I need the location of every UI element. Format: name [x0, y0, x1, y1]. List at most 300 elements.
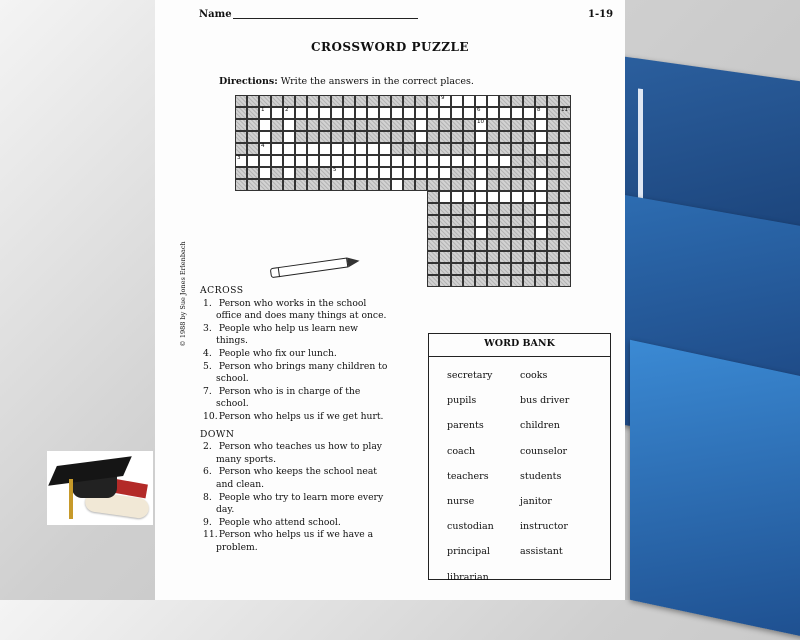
grid-cell-shaded	[511, 275, 523, 287]
grid-cell-shaded	[319, 95, 331, 107]
grid-cell-shaded	[547, 107, 559, 119]
grid-cell	[439, 95, 451, 107]
across-clues	[200, 298, 390, 424]
clue-number: 2.	[203, 441, 212, 453]
grid-cell	[307, 155, 319, 167]
clue-text: Person who brings many children to school.	[216, 360, 388, 385]
across-clue	[200, 298, 390, 323]
grid-cell-shaded	[451, 119, 463, 131]
grid-cell-shaded	[427, 251, 439, 263]
grid-cell	[355, 107, 367, 119]
grid-cell-shaded	[547, 155, 559, 167]
grid-number: 4	[261, 143, 265, 149]
grid-cell-shaded	[259, 179, 271, 191]
grid-cell	[343, 155, 355, 167]
grid-cell	[391, 155, 403, 167]
grid-cell-shaded	[523, 143, 535, 155]
grid-cell-shaded	[487, 239, 499, 251]
grid-number: 3	[237, 155, 241, 161]
grid-cell-shaded	[475, 275, 487, 287]
grid-cell-shaded	[559, 143, 571, 155]
grid-cell-shaded	[523, 227, 535, 239]
grid-cell	[307, 107, 319, 119]
grid-cell-shaded	[547, 167, 559, 179]
tassel	[69, 479, 73, 519]
grid-cell	[343, 107, 355, 119]
grid-cell-shaded	[535, 239, 547, 251]
grid-cell-shaded	[511, 239, 523, 251]
grid-cell	[403, 155, 415, 167]
grid-cell-shaded	[391, 131, 403, 143]
grid-cell-shaded	[295, 131, 307, 143]
word-bank-word: counselor	[520, 445, 568, 457]
down-clue	[200, 492, 390, 517]
grid-cell-shaded	[283, 179, 295, 191]
grid-cell-shaded	[463, 203, 475, 215]
name-line	[233, 18, 418, 19]
grid-cell-shaded	[451, 143, 463, 155]
grid-cell	[439, 107, 451, 119]
grid-cell-shaded	[499, 275, 511, 287]
grid-number: 1	[261, 107, 265, 113]
grid-cell-shaded	[271, 167, 283, 179]
grid-cell	[487, 107, 499, 119]
grid-cell	[535, 131, 547, 143]
grid-cell	[379, 107, 391, 119]
grid-cell-shaded	[439, 263, 451, 275]
grid-cell-shaded	[355, 95, 367, 107]
grid-cell-shaded	[499, 239, 511, 251]
grid-cell-shaded	[367, 131, 379, 143]
word-bank	[428, 333, 611, 583]
grid-cell-shaded	[235, 143, 247, 155]
grid-cell-shaded	[283, 95, 295, 107]
clue-number: 10.	[203, 410, 218, 422]
grid-cell-shaded	[307, 131, 319, 143]
word-bank-column-1	[447, 363, 494, 590]
grid-cell-shaded	[499, 203, 511, 215]
across-clue	[200, 386, 390, 411]
grid-cell-shaded	[427, 203, 439, 215]
grid-cell-shaded	[295, 179, 307, 191]
grid-cell-shaded	[523, 95, 535, 107]
grid-cell-shaded	[559, 95, 571, 107]
grid-cell-shaded	[499, 251, 511, 263]
grid-cell-shaded	[547, 263, 559, 275]
grid-cell-shaded	[271, 131, 283, 143]
grid-cell	[355, 167, 367, 179]
grid-cell-shaded	[511, 203, 523, 215]
grid-cell	[259, 167, 271, 179]
grid-cell	[319, 155, 331, 167]
grid-cell-shaded	[463, 179, 475, 191]
grid-cell	[535, 191, 547, 203]
page-number: 1-19	[588, 9, 614, 20]
grid-cell-shaded	[235, 95, 247, 107]
grid-cell	[499, 107, 511, 119]
down-clues	[200, 441, 390, 554]
grid-cell-shaded	[271, 179, 283, 191]
grid-cell	[331, 143, 343, 155]
grid-cell	[463, 155, 475, 167]
grid-cell-shaded	[451, 251, 463, 263]
grid-cell-shaded	[343, 119, 355, 131]
grid-cell-shaded	[487, 179, 499, 191]
grid-cell-shaded	[439, 143, 451, 155]
grid-cell-shaded	[403, 143, 415, 155]
grid-cell-shaded	[487, 251, 499, 263]
grid-cell	[415, 155, 427, 167]
grid-number: 9	[441, 95, 445, 101]
clue-text: People who try to learn more every day.	[216, 491, 384, 516]
grid-cell-shaded	[487, 167, 499, 179]
grid-cell-shaded	[523, 155, 535, 167]
grid-cell	[391, 167, 403, 179]
grid-cell-shaded	[511, 95, 523, 107]
grid-cell-shaded	[439, 239, 451, 251]
grid-cell-shaded	[343, 179, 355, 191]
grid-cell-shaded	[511, 227, 523, 239]
grid-cell	[451, 107, 463, 119]
grid-cell-shaded	[463, 275, 475, 287]
clue-number: 6.	[203, 466, 212, 478]
grid-cell-shaded	[523, 131, 535, 143]
grid-cell-shaded	[511, 179, 523, 191]
grid-cell-shaded	[499, 131, 511, 143]
grid-cell-shaded	[511, 155, 523, 167]
word-bank-word: principal	[447, 546, 490, 558]
grid-cell-shaded	[439, 227, 451, 239]
grid-cell-shaded	[499, 119, 511, 131]
grid-cell-shaded	[247, 107, 259, 119]
grid-cell-shaded	[559, 191, 571, 203]
grid-cell-shaded	[391, 119, 403, 131]
grid-cell-shaded	[523, 215, 535, 227]
across-clue	[200, 323, 390, 348]
grid-cell	[283, 155, 295, 167]
grid-cell-shaded	[427, 143, 439, 155]
grid-cell-shaded	[535, 155, 547, 167]
grid-cell-shaded	[427, 275, 439, 287]
word-bank-column-2	[520, 363, 569, 565]
grid-cell	[415, 119, 427, 131]
grid-cell-shaded	[511, 251, 523, 263]
grid-cell	[379, 155, 391, 167]
grid-cell-shaded	[367, 119, 379, 131]
grid-number: 5	[333, 167, 337, 173]
grid-cell-shaded	[535, 263, 547, 275]
grid-cell	[295, 155, 307, 167]
word-bank-word: janitor	[520, 496, 552, 508]
grid-cell	[439, 191, 451, 203]
grid-cell	[259, 107, 271, 119]
grid-cell-shaded	[523, 275, 535, 287]
grid-cell	[535, 143, 547, 155]
grid-cell-shaded	[307, 95, 319, 107]
grid-cell-shaded	[475, 239, 487, 251]
clue-number: 5.	[203, 360, 212, 372]
grid-cell-shaded	[439, 275, 451, 287]
word-bank-word: parents	[447, 420, 484, 432]
grid-cell	[535, 167, 547, 179]
grid-cell	[475, 227, 487, 239]
grid-cell	[271, 107, 283, 119]
clue-text: Person who helps us if we have a problem.	[216, 529, 374, 553]
grid-cell	[391, 179, 403, 191]
grid-cell-shaded	[247, 131, 259, 143]
grid-cell	[343, 167, 355, 179]
grid-cell	[475, 215, 487, 227]
grid-cell-shaded	[439, 215, 451, 227]
grid-cell-shaded	[463, 227, 475, 239]
grid-cell-shaded	[463, 251, 475, 263]
grid-cell-shaded	[439, 251, 451, 263]
word-bank-title: WORD BANK	[429, 334, 610, 357]
blue-books-background	[600, 60, 800, 600]
clue-text: Person who helps us if we get hurt.	[216, 410, 384, 422]
grid-cell-shaded	[259, 95, 271, 107]
grid-cell-shaded	[547, 203, 559, 215]
grid-cell-shaded	[559, 179, 571, 191]
grid-cell-shaded	[511, 131, 523, 143]
clue-text: Person who works in the school office and does many things at once.	[216, 297, 387, 322]
grid-cell-shaded	[367, 95, 379, 107]
name-label: Name	[199, 9, 232, 20]
grid-cell-shaded	[295, 119, 307, 131]
grid-cell-shaded	[547, 131, 559, 143]
grid-cell-shaded	[319, 119, 331, 131]
grid-cell-shaded	[463, 131, 475, 143]
grid-cell-shaded	[535, 95, 547, 107]
grid-cell-shaded	[271, 119, 283, 131]
grid-cell	[319, 143, 331, 155]
directions	[219, 76, 474, 87]
grid-cell	[475, 131, 487, 143]
directions-text: Write the answers in the correct places.	[277, 76, 474, 87]
down-clue	[200, 529, 390, 554]
grid-cell	[475, 155, 487, 167]
grid-cell	[535, 215, 547, 227]
grid-cell-shaded	[559, 203, 571, 215]
grid-cell	[535, 203, 547, 215]
clue-number: 7.	[203, 385, 212, 397]
grid-cell-shaded	[451, 179, 463, 191]
grid-cell-shaded	[271, 95, 283, 107]
grid-cell	[475, 95, 487, 107]
grid-cell-shaded	[487, 203, 499, 215]
grid-cell-shaded	[559, 239, 571, 251]
grid-cell-shaded	[487, 143, 499, 155]
grid-cell-shaded	[247, 167, 259, 179]
grid-cell-shaded	[463, 239, 475, 251]
clue-text: People who help us learn new things.	[216, 322, 359, 347]
grid-cell	[391, 107, 403, 119]
grid-cell-shaded	[451, 275, 463, 287]
grid-cell	[259, 143, 271, 155]
grid-cell-shaded	[547, 275, 559, 287]
clue-number: 3.	[203, 322, 212, 334]
copyright-notice: © 1988 by Sue Jones Erlenbach	[179, 241, 187, 347]
grid-cell-shaded	[235, 107, 247, 119]
grid-number: 2	[285, 107, 289, 113]
grid-cell	[331, 155, 343, 167]
across-clue	[200, 411, 390, 424]
grid-cell	[475, 107, 487, 119]
grid-cell	[271, 143, 283, 155]
grid-cell-shaded	[319, 131, 331, 143]
down-heading: DOWN	[200, 428, 235, 440]
grid-cell	[499, 155, 511, 167]
grid-cell-shaded	[559, 251, 571, 263]
grid-cell	[343, 143, 355, 155]
grid-cell-shaded	[463, 167, 475, 179]
grid-cell-shaded	[487, 227, 499, 239]
grid-cell-shaded	[451, 227, 463, 239]
grid-cell-shaded	[403, 95, 415, 107]
clue-text: Person who keeps the school neat and clean.	[216, 466, 377, 490]
grid-cell	[367, 143, 379, 155]
grid-cell	[403, 167, 415, 179]
grid-cell-shaded	[475, 263, 487, 275]
grid-cell	[331, 167, 343, 179]
grid-cell	[295, 107, 307, 119]
clue-number: 1.	[203, 297, 212, 309]
grid-cell	[535, 179, 547, 191]
grid-cell-shaded	[247, 95, 259, 107]
grid-cell-shaded	[487, 215, 499, 227]
grid-cell-shaded	[307, 179, 319, 191]
grid-cell-shaded	[343, 95, 355, 107]
grid-cell-shaded	[355, 131, 367, 143]
grid-cell	[523, 107, 535, 119]
grid-cell	[427, 167, 439, 179]
grid-cell	[247, 155, 259, 167]
grid-cell-shaded	[511, 143, 523, 155]
grid-cell-shaded	[319, 179, 331, 191]
page-title: CROSSWORD PUZZLE	[310, 40, 470, 54]
grid-cell-shaded	[487, 275, 499, 287]
down-clue	[200, 517, 390, 530]
grid-cell-shaded	[403, 119, 415, 131]
clues-section	[200, 285, 390, 554]
grid-cell-shaded	[427, 215, 439, 227]
grid-cell-shaded	[427, 263, 439, 275]
grid-cell	[259, 131, 271, 143]
grid-cell	[475, 203, 487, 215]
grid-cell-shaded	[439, 203, 451, 215]
grid-cell-shaded	[415, 179, 427, 191]
word-bank-word: nurse	[447, 496, 475, 508]
grid-cell-shaded	[331, 131, 343, 143]
grid-cell-shaded	[427, 179, 439, 191]
grid-cell-shaded	[415, 143, 427, 155]
grid-cell	[367, 167, 379, 179]
grid-cell-shaded	[499, 215, 511, 227]
word-bank-word: assistant	[520, 546, 563, 558]
grid-cell	[283, 131, 295, 143]
grid-cell	[355, 143, 367, 155]
grid-cell-shaded	[559, 263, 571, 275]
grid-cell-shaded	[403, 179, 415, 191]
graduation-cap-image	[47, 451, 153, 525]
grid-cell	[475, 179, 487, 191]
word-bank-word: custodian	[447, 521, 494, 533]
grid-cell-shaded	[451, 167, 463, 179]
grid-cell	[379, 143, 391, 155]
grid-cell-shaded	[547, 251, 559, 263]
grid-cell-shaded	[559, 275, 571, 287]
grid-cell-shaded	[559, 155, 571, 167]
grid-number: 11	[561, 107, 568, 113]
grid-cell-shaded	[559, 167, 571, 179]
word-bank-word: bus driver	[520, 395, 570, 407]
grid-cell	[415, 107, 427, 119]
grid-cell	[511, 191, 523, 203]
grid-cell-shaded	[451, 215, 463, 227]
grid-cell	[367, 155, 379, 167]
grid-cell-shaded	[247, 143, 259, 155]
grid-number: 8	[537, 107, 541, 113]
grid-cell-shaded	[355, 179, 367, 191]
grid-cell-shaded	[451, 239, 463, 251]
grid-cell-shaded	[235, 119, 247, 131]
grid-cell	[283, 119, 295, 131]
grid-cell-shaded	[511, 263, 523, 275]
grid-cell-shaded	[547, 215, 559, 227]
grid-cell	[271, 155, 283, 167]
clue-text: Person who teaches us how to play many sports.	[216, 441, 382, 465]
grid-cell-shaded	[499, 95, 511, 107]
grid-number: 6	[477, 107, 481, 113]
grid-cell-shaded	[547, 143, 559, 155]
grid-cell	[439, 155, 451, 167]
grid-cell-shaded	[523, 251, 535, 263]
grid-cell-shaded	[319, 167, 331, 179]
word-bank-word: coach	[447, 445, 476, 457]
clue-number: 11.	[203, 529, 218, 541]
grid-cell	[379, 167, 391, 179]
word-bank-word: instructor	[520, 521, 568, 533]
across-heading: ACROSS	[200, 285, 244, 296]
grid-cell-shaded	[295, 167, 307, 179]
grid-cell	[463, 95, 475, 107]
worksheet-page	[155, 0, 625, 600]
grid-cell-shaded	[427, 191, 439, 203]
clue-number: 8.	[203, 491, 212, 503]
across-clue	[200, 348, 390, 361]
grid-cell	[487, 191, 499, 203]
clue-number: 4.	[203, 347, 212, 359]
grid-cell	[367, 107, 379, 119]
grid-cell-shaded	[427, 227, 439, 239]
grid-cell-shaded	[247, 179, 259, 191]
grid-cell-shaded	[487, 263, 499, 275]
grid-cell	[427, 155, 439, 167]
clue-text: People who attend school.	[216, 516, 341, 528]
grid-cell	[415, 131, 427, 143]
grid-cell-shaded	[247, 119, 259, 131]
grid-cell	[403, 107, 415, 119]
word-bank-word: cooks	[520, 370, 548, 381]
grid-cell	[475, 119, 487, 131]
grid-cell-shaded	[451, 263, 463, 275]
grid-cell-shaded	[415, 95, 427, 107]
grid-cell-shaded	[439, 131, 451, 143]
grid-cell	[295, 143, 307, 155]
grid-cell	[235, 155, 247, 167]
grid-cell-shaded	[235, 131, 247, 143]
grid-cell-shaded	[427, 119, 439, 131]
